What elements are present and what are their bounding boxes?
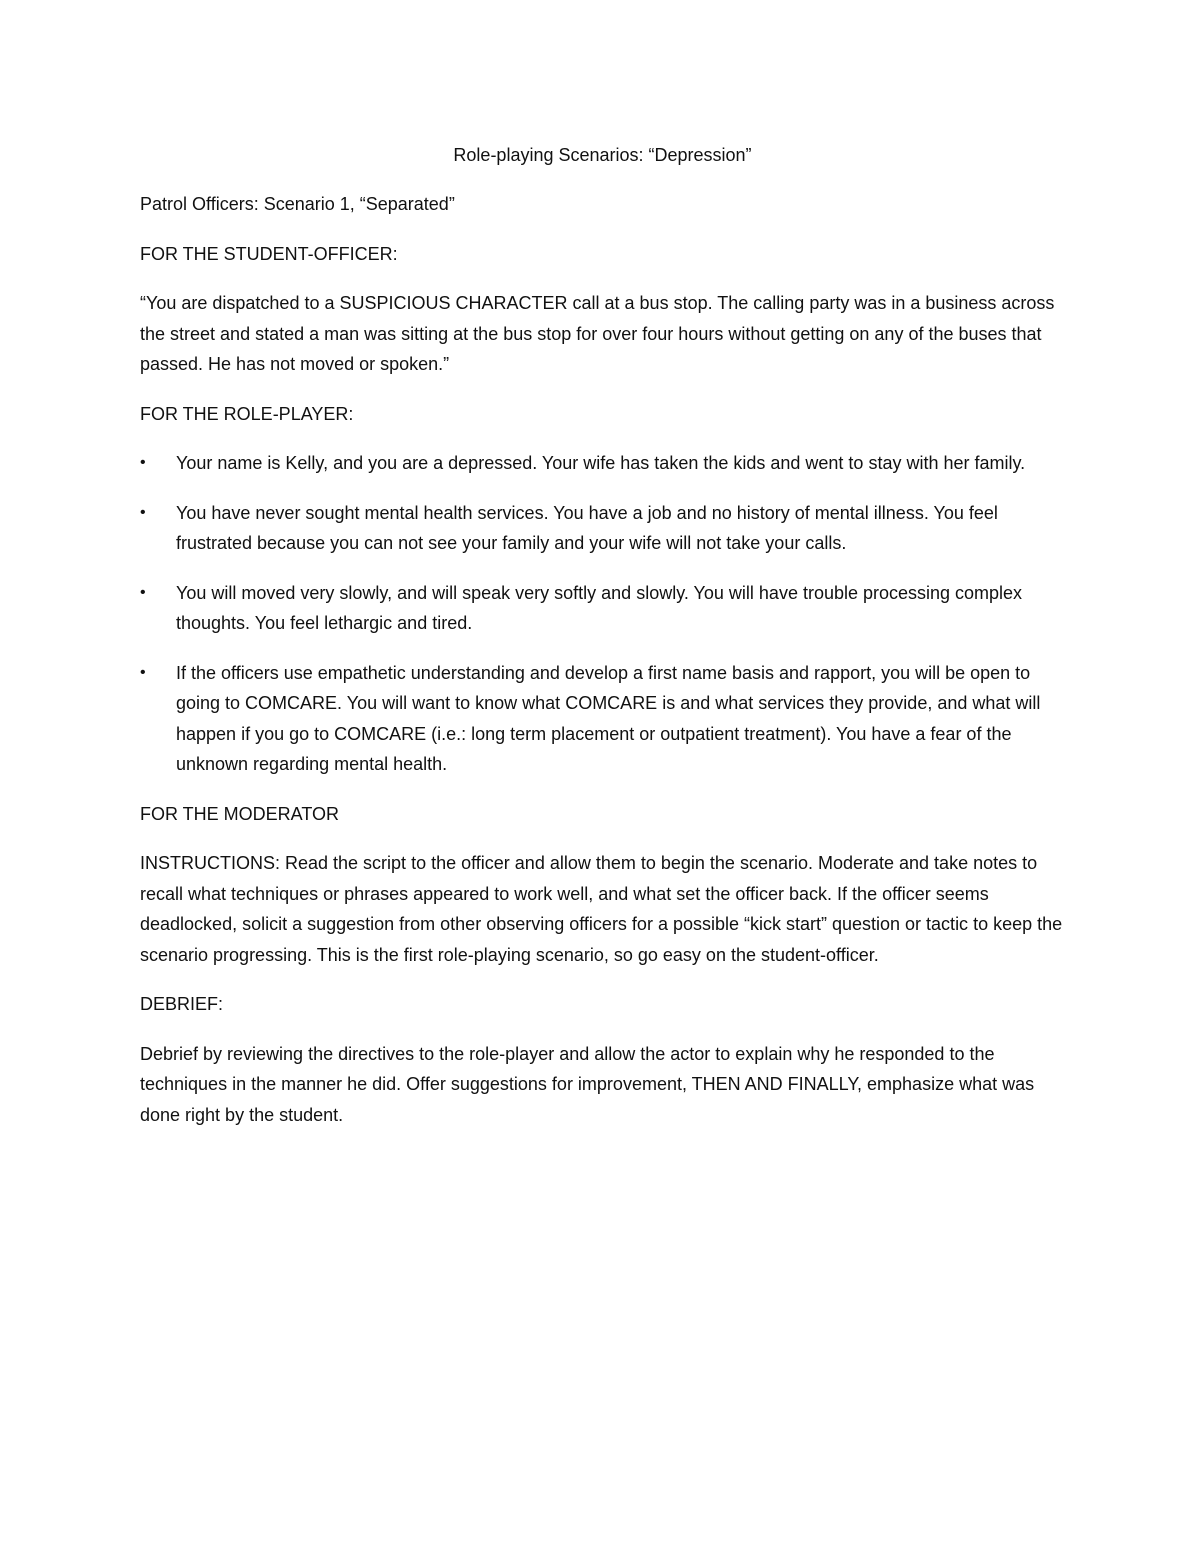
student-officer-heading: FOR THE STUDENT-OFFICER: <box>140 243 398 264</box>
list-item <box>140 658 1065 780</box>
student-officer-script: “You are dispatched to a SUSPICIOUS CHARACTER call at a bus stop. The calling party was in a business across the street and stated a man was sitting at the bus stop for over four hours without getting on any of the buses that passed. He has not moved or spoken.” <box>140 293 1055 374</box>
moderator-heading: FOR THE MODERATOR <box>140 803 340 824</box>
directive-text: Your name is Kelly, and you are a depressed. Your wife has taken the kids and went to stay with her family. <box>176 453 1026 473</box>
scenario-subtitle: Patrol Officers: Scenario 1, “Separated” <box>140 194 455 214</box>
bullet-icon: • <box>140 454 146 471</box>
list-item <box>140 448 1065 479</box>
role-player-directives <box>140 448 1065 780</box>
bullet-icon: • <box>140 503 146 521</box>
role-player-heading: FOR THE ROLE-PLAYER: <box>140 403 354 424</box>
bullet-icon: • <box>140 663 146 681</box>
directive-text: You have never sought mental health services. You have a job and no history of mental illness. You feel frustrated because you can not see your family and your wife will not take your calls. <box>176 502 998 553</box>
moderator-instructions: INSTRUCTIONS: Read the script to the officer and allow them to begin the scenario. Moderate and take notes to recall what techniques or phrases appeared to work well, and what set the officer back. If the officer seems deadlocked, solicit a suggestion from other observing officers for a possible “kick start” question or tactic to keep the scenario progressing. This is the first role-playing scenario, so go easy on the student-officer. <box>140 853 1063 965</box>
directive-text: You will moved very slowly, and will speak very softly and slowly. You will have trouble processing complex thoughts. You feel lethargic and tired. <box>176 582 1023 633</box>
debrief-text: Debrief by reviewing the directives to the role-player and allow the actor to explain why he responded to the techniques in the manner he did. Offer suggestions for improvement, THEN AND FINALLY, emphasize what was done right by the student. <box>140 1043 1035 1125</box>
document-title: Role-playing Scenarios: “Depression” <box>453 145 752 165</box>
bullet-icon: • <box>140 583 146 601</box>
document-body <box>140 140 1065 1130</box>
directive-text: If the officers use empathetic understanding and develop a first name basis and rapport, you will be open to going to COMCARE. You will want to know what COMCARE is and what services they provide, and what will happen if you go to COMCARE (i.e.: long term placement or outpatient treatment). You have a fear of the unknown regarding mental health. <box>176 662 1041 774</box>
debrief-heading: DEBRIEF: <box>140 994 224 1014</box>
list-item <box>140 498 1065 559</box>
list-item <box>140 578 1065 639</box>
